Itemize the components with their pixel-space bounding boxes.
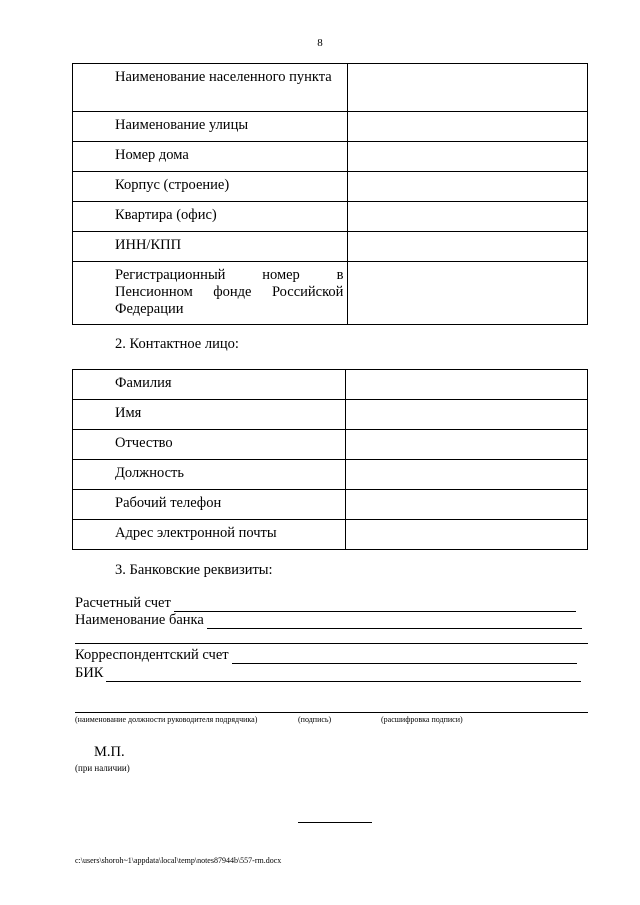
section-title-contact: 2. Контактное лицо: [115,336,239,352]
corr-account-label: Корреспондентский счет [75,647,229,663]
row-value-field[interactable] [346,370,588,400]
contact-table [72,369,588,550]
caption-decoding: (расшифровка подписи) [381,715,463,724]
table-row [73,490,588,520]
table-row [73,370,588,400]
bank-name-row [75,611,582,629]
row-label: Квартира (офис) [73,202,348,232]
row-value-field[interactable] [348,64,588,112]
row-value-field[interactable] [346,460,588,490]
bik-input-line[interactable] [106,667,581,682]
row-label: Наименование населенного пункта [73,64,348,112]
table-row [73,430,588,460]
section-title-bank: 3. Банковские реквизиты: [115,562,273,578]
row-value-field[interactable] [348,232,588,262]
row-label: Фамилия [73,370,346,400]
caption-signature: (подпись) [298,715,332,724]
row-label: Отчество [73,430,346,460]
row-label: Должность [73,460,346,490]
bank-account-input-line[interactable] [174,597,576,612]
table-row [73,262,588,325]
signature-line[interactable] [75,712,588,713]
footer-file-path: c:\users\shoroh~1\appdata\local\temp\notes87944b\557-rm.docx [75,856,282,865]
stamp-label: М.П. [94,744,125,760]
bank-name-label: Наименование банка [75,612,204,628]
table-row [73,202,588,232]
caption-position: (наименование должности руководителя подрядчика) [75,715,258,724]
corr-account-row [75,646,577,664]
table-row [73,172,588,202]
address-table [72,63,588,325]
row-value-field[interactable] [348,112,588,142]
row-value-field[interactable] [346,520,588,550]
bank-account-label: Расчетный счет [75,595,171,611]
row-value-field[interactable] [348,142,588,172]
row-value-field[interactable] [346,400,588,430]
row-label: Имя [73,400,346,430]
row-label: Адрес электронной почты [73,520,346,550]
row-label: Номер дома [73,142,348,172]
row-value-field[interactable] [348,262,588,325]
row-label: Регистрационный номер в Пенсионном фонде Российской Федерации [73,262,348,325]
bank-name-continuation-line[interactable] [75,643,588,644]
row-value-field[interactable] [348,172,588,202]
bank-account-row [75,594,576,612]
table-row [73,232,588,262]
table-row [73,460,588,490]
row-label: Рабочий телефон [73,490,346,520]
table-row [73,400,588,430]
divider [298,822,372,823]
bik-row [75,664,581,682]
table-row [73,64,588,112]
row-value-field[interactable] [346,490,588,520]
stamp-note: (при наличии) [75,763,130,773]
row-label: ИНН/КПП [73,232,348,262]
row-label: Наименование улицы [73,112,348,142]
table-row [73,142,588,172]
row-value-field[interactable] [348,202,588,232]
table-row [73,112,588,142]
bik-label: БИК [75,665,104,681]
page-number: 8 [317,37,323,49]
table-row [73,520,588,550]
bank-name-input-line[interactable] [207,614,582,629]
row-value-field[interactable] [346,430,588,460]
row-label: Корпус (строение) [73,172,348,202]
corr-account-input-line[interactable] [232,649,577,664]
